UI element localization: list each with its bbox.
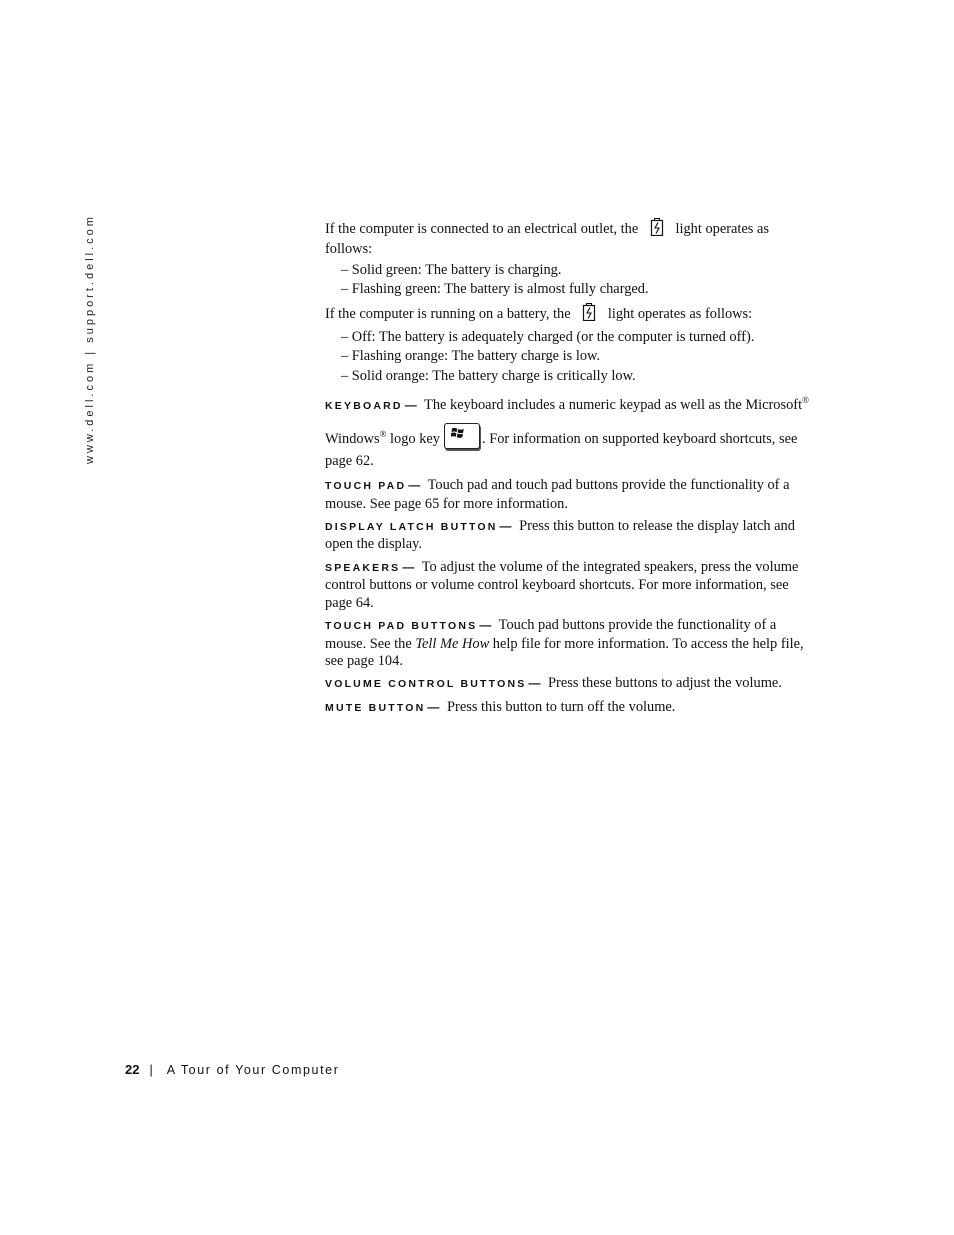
- list-item: – Solid orange: The battery charge is critically low.: [341, 367, 636, 384]
- list-item: – Flashing orange: The battery charge is low.: [341, 348, 601, 365]
- mute-entry: [325, 699, 811, 717]
- volume-control-entry: [325, 675, 811, 693]
- keyboard-text-3: logo key: [390, 431, 441, 448]
- chapter-title: A Tour of Your Computer: [166, 1063, 340, 1077]
- keyboard-text-4: . For information on supported keyboard shortcuts, see page 62.: [325, 431, 798, 470]
- touch-pad-buttons-entry: [325, 617, 811, 670]
- battery-paragraph: [325, 303, 811, 326]
- term-dash: —: [408, 478, 421, 493]
- help-file-name: Tell Me How: [415, 635, 490, 652]
- touch-pad-buttons-text-2: help file for more information. To access the help file, see page 104.: [325, 635, 804, 669]
- term-volume-control: VOLUME CONTROL BUTTONS: [325, 678, 527, 691]
- touch-pad-buttons-text-1: Touch pad buttons provide the functionality of a mouse. See the: [325, 617, 777, 652]
- battery-text-after: light operates as follows:: [607, 305, 753, 322]
- term-mute: MUTE BUTTON: [325, 701, 426, 714]
- battery-text-before: If the computer is running on a battery, the: [325, 305, 571, 322]
- term-dash: —: [528, 676, 541, 691]
- keyboard-text-2: Windows: [325, 431, 380, 448]
- main-content: [325, 218, 811, 722]
- term-touch-pad-buttons: TOUCH PAD BUTTONS: [325, 620, 478, 633]
- windows-logo-key-icon: [444, 423, 480, 449]
- list-item: – Solid green: The battery is charging.: [341, 261, 562, 278]
- term-touch-pad: TOUCH PAD: [325, 480, 407, 493]
- battery-power-icon: [582, 303, 596, 326]
- display-latch-text: Press this button to release the display latch and open the display.: [325, 518, 795, 553]
- term-dash: —: [499, 519, 512, 534]
- term-dash: —: [427, 699, 440, 714]
- outlet-text-after: light operates as follows:: [325, 221, 769, 258]
- term-display-latch: DISPLAY LATCH BUTTON: [325, 521, 498, 534]
- volume-control-text: Press these buttons to adjust the volume.: [548, 675, 782, 692]
- term-dash: —: [404, 398, 417, 413]
- page-number: 22: [125, 1062, 140, 1077]
- footer-separator: |: [149, 1063, 153, 1077]
- battery-power-icon: [650, 218, 664, 241]
- sidebar-url: www.dell.com | support.dell.com: [84, 214, 96, 464]
- page-footer: [125, 1062, 340, 1077]
- term-speakers: SPEAKERS: [325, 561, 401, 574]
- touch-pad-text: Touch pad and touch pad buttons provide the functionality of a mouse. See page 65 for more information.: [325, 477, 790, 512]
- outlet-paragraph: [325, 218, 811, 259]
- speakers-text: To adjust the volume of the integrated speakers, press the volume control buttons or volume control keyboard shortcuts. For more information, see page 64.: [325, 558, 799, 611]
- keyboard-entry: [325, 394, 811, 472]
- term-keyboard: KEYBOARD: [325, 400, 403, 413]
- list-item: – Off: The battery is adequately charged (or the computer is turned off).: [341, 329, 755, 346]
- touch-pad-entry: [325, 477, 811, 513]
- list-item: – Flashing green: The battery is almost fully charged.: [341, 281, 649, 298]
- keyboard-text-1: The keyboard includes a numeric keypad as well as the Microsoft: [424, 397, 803, 414]
- mute-text: Press this button to turn off the volume.: [447, 698, 676, 715]
- registered-mark: ®: [379, 429, 387, 440]
- speakers-entry: [325, 559, 811, 612]
- registered-mark: ®: [802, 395, 809, 406]
- display-latch-entry: [325, 518, 811, 554]
- term-dash: —: [479, 618, 492, 633]
- term-dash: —: [402, 559, 415, 574]
- outlet-text-before: If the computer is connected to an electrical outlet, the: [325, 221, 639, 238]
